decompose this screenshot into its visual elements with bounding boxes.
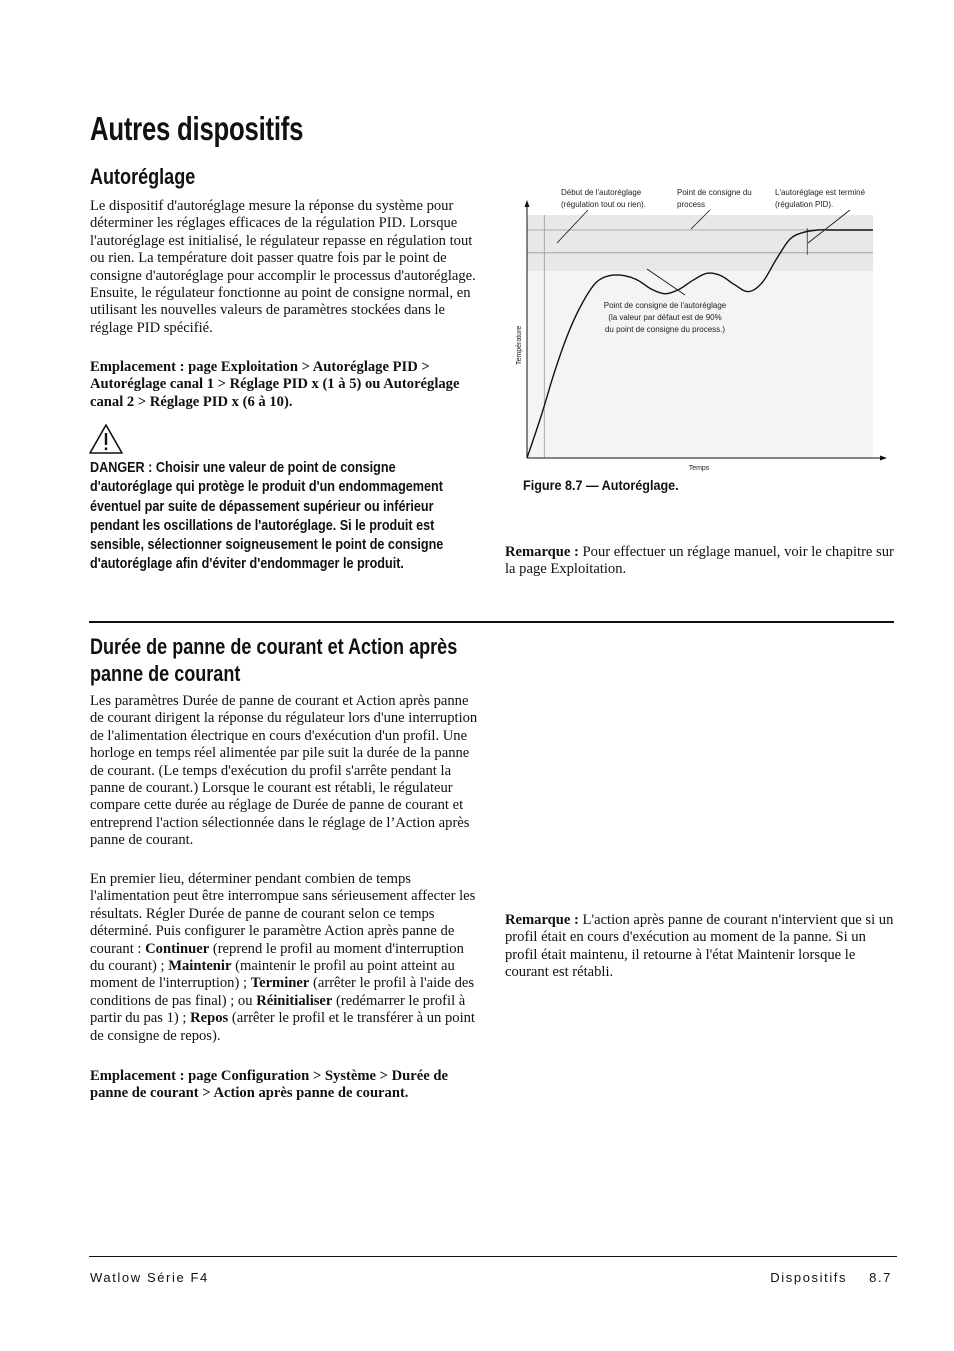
- autotune-band: [527, 215, 873, 271]
- power-outage-paragraph-2: En premier lieu, déterminer pendant combien de temps l'alimentation peut être interrompue sans sérieusement affecter les résultats. Régler Durée de panne de courant selon ce temps déterminé. Puis configurer le paramètre Action après panne de courant : Continuer (reprend le profil au moment d'interruption du courant) ; Maintenir (maintenir le profil au point atteint au moment de l'interruption) ; Terminer (arrêter le profil à l'aide des conditions de pas final) ; ou Réinitialiser (redémarrer le profil à partir du pas 1) ; Repos (arrêter le profil et le transférer à un point de consigne de repos).: [90, 871, 476, 1044]
- power-outage-location: Emplacement : page Configuration > Système > Durée de panne de courant > Action après panne de courant.: [90, 1068, 448, 1102]
- annotation-end-line1: L'autoréglage est terminé: [775, 188, 866, 197]
- y-axis-arrow: [525, 200, 530, 207]
- autoreglage-paragraph: Le dispositif d'autoréglage mesure la réponse du système pour déterminer les réglages efficaces de la régulation PID. Lorsque l'autoréglage est initialisé, le régulateur repasse en régulation tout ou rien. La température doit passer quatre fois par le point de consigne d'autoréglage pour accomplir le processus d'autoréglage. Ensuite, le régulateur fonctionne au point de consigne normal, en utilisant les nouvelles valeurs de paramètres stockées dans le réglage PID spécifié.: [90, 198, 476, 336]
- note-label: Remarque :: [505, 544, 579, 560]
- warning-triangle-icon: [88, 423, 124, 455]
- section-heading-autoreglage: Autoréglage: [90, 164, 196, 189]
- annotation-start-line1: Début de l'autoréglage: [561, 188, 642, 197]
- y-axis-label: Température: [516, 325, 523, 365]
- annotation-start-line2: (régulation tout ou rien).: [561, 200, 646, 209]
- section-divider: [89, 621, 894, 623]
- power-outage-paragraph-1: Les paramètres Durée de panne de courant et Action après panne de courant dirigent la réponse du régulateur lors d'une interruption de l'alimentation électrique en cours d'exécution d'un profil. Une horloge en temps réel alimentée par pile suit la durée de la panne de courant. (Le temps d'exécution du profil s'arrête pendant la panne de courant.) Lorsque le courant est rétabli, le régulateur compare cette durée au réglage de Durée de panne de courant et entreprend l'action sélectionnée dans le réglage de l’Action après panne de courant.: [90, 693, 478, 849]
- footer-page-info: [770, 1270, 892, 1285]
- section-heading-power-outage: Durée de panne de courant et Action après panne de courant: [90, 634, 458, 686]
- annotation-autotune-sp-line3: du point de consigne du process.): [604, 325, 726, 334]
- footer-page-number: 8.7: [869, 1270, 892, 1285]
- autoreglage-location: Emplacement : page Exploitation > Autoréglage PID > Autoréglage canal 1 > Réglage PID x (1 à 5) ou Autoréglage canal 2 > Réglage PID x (6 à 10).: [90, 359, 460, 410]
- note-label: Remarque :: [505, 912, 579, 928]
- note-manual-tuning: [505, 544, 897, 579]
- annotation-end-line2: (régulation PID).: [775, 200, 834, 209]
- x-axis-label: Temps: [688, 465, 710, 472]
- annotation-process-sp-line2: process: [677, 200, 706, 209]
- autotune-chart: [505, 180, 895, 480]
- footer-product-name: Watlow Série F4: [90, 1270, 209, 1285]
- annotation-autotune-sp-line1: Point de consigne de l'autoréglage: [603, 301, 727, 310]
- note-text: L'action après panne de courant n'intervient que si un profil était en cours d'exécution au moment de la panne. Si un profil était maintenu, il retourne à l'état Maintenir lorsque le courant est rétabli.: [505, 912, 894, 981]
- lower-band: [527, 271, 873, 458]
- note-text: Pour effectuer un réglage manuel, voir le chapitre sur la page Exploitation.: [505, 544, 894, 578]
- footer-section: Dispositifs: [770, 1270, 848, 1285]
- annotation-process-sp-line1: Point de consigne du: [677, 188, 752, 197]
- x-axis-arrow: [880, 456, 887, 461]
- danger-warning-text: DANGER : Choisir une valeur de point de consigne d'autoréglage qui protège le produit d'un endommagement éventuel par suite de dépassement supérieur ou inférieur pendant les oscillations de l'autoréglage. Si le produit est sensible, sélectionner soigneusement le point de consigne d'autoréglage afin d'éviter d'endommager le produit.: [90, 460, 444, 573]
- page-title: Autres dispositifs: [90, 110, 304, 147]
- note-power-outage: [505, 912, 897, 982]
- annotation-autotune-sp-line2: (la valeur par défaut est de 90%: [608, 313, 722, 322]
- figure-caption: Figure 8.7 — Autoréglage.: [523, 477, 679, 493]
- footer-rule: [89, 1256, 897, 1257]
